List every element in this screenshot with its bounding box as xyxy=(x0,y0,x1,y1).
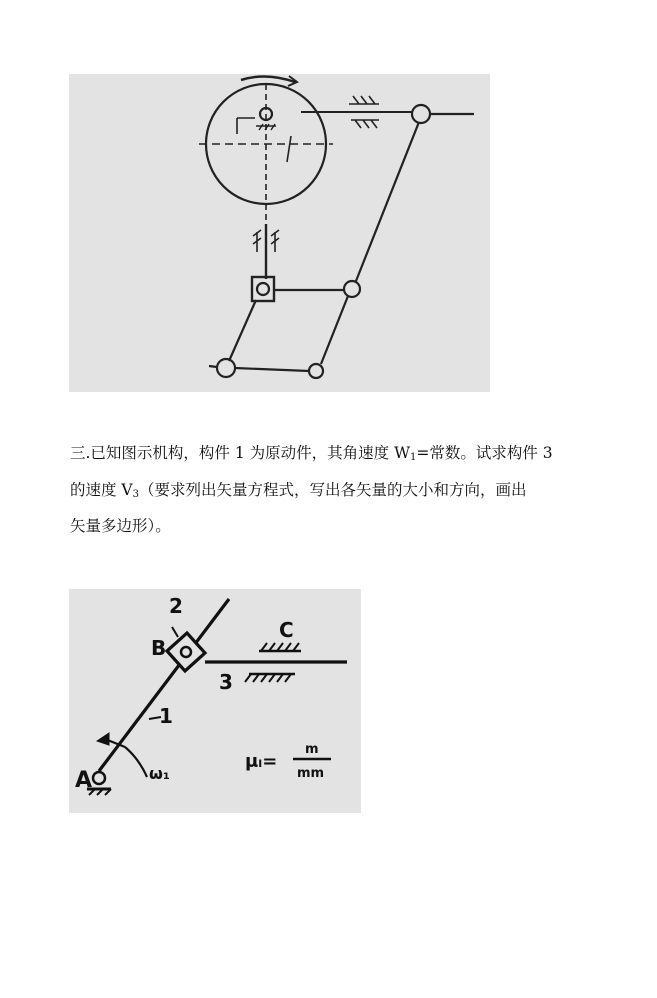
scale-denominator: mm xyxy=(297,766,325,781)
mechanism-drawing-1 xyxy=(69,74,490,392)
problem-line-1-text-b: =常数。试求构件 3 xyxy=(416,444,553,462)
joint-top-right xyxy=(412,105,430,123)
label-2: 2 xyxy=(169,594,183,618)
label-1: 1 xyxy=(159,704,173,728)
label-omega1: ω₁ xyxy=(149,764,170,783)
scale-mu-label: μₗ= xyxy=(245,751,278,772)
joint-bottom-left xyxy=(217,359,235,377)
problem-line-1 xyxy=(70,435,590,476)
label-3: 3 xyxy=(219,670,233,694)
problem-line-1-text-a: 三.已知图示机构，构件 1 为原动件，其角速度 W xyxy=(70,444,411,462)
label-C: C xyxy=(279,618,294,642)
joint-right-middle xyxy=(344,281,360,297)
problem-line-2-text-b: （要求列出矢量方程式，写出各矢量的大小和方向，画出 xyxy=(139,481,527,499)
mechanism-drawing-2 xyxy=(69,589,361,813)
label-A: A xyxy=(75,768,93,793)
rotation-arrow xyxy=(241,76,295,82)
label-B: B xyxy=(151,636,167,660)
mechanism-figure-2 xyxy=(69,589,361,813)
omega-subscript: 1 xyxy=(410,452,417,463)
velocity-subscript: 3 xyxy=(132,489,139,500)
scale-numerator: m xyxy=(305,742,319,757)
joint-bottom-right xyxy=(309,364,323,378)
mechanism-figure-1 xyxy=(69,74,490,392)
problem-line-2 xyxy=(70,472,590,513)
problem-line-2-text-a: 的速度 V xyxy=(70,481,133,499)
problem-line-3: 矢量多边形）。 xyxy=(70,517,171,535)
